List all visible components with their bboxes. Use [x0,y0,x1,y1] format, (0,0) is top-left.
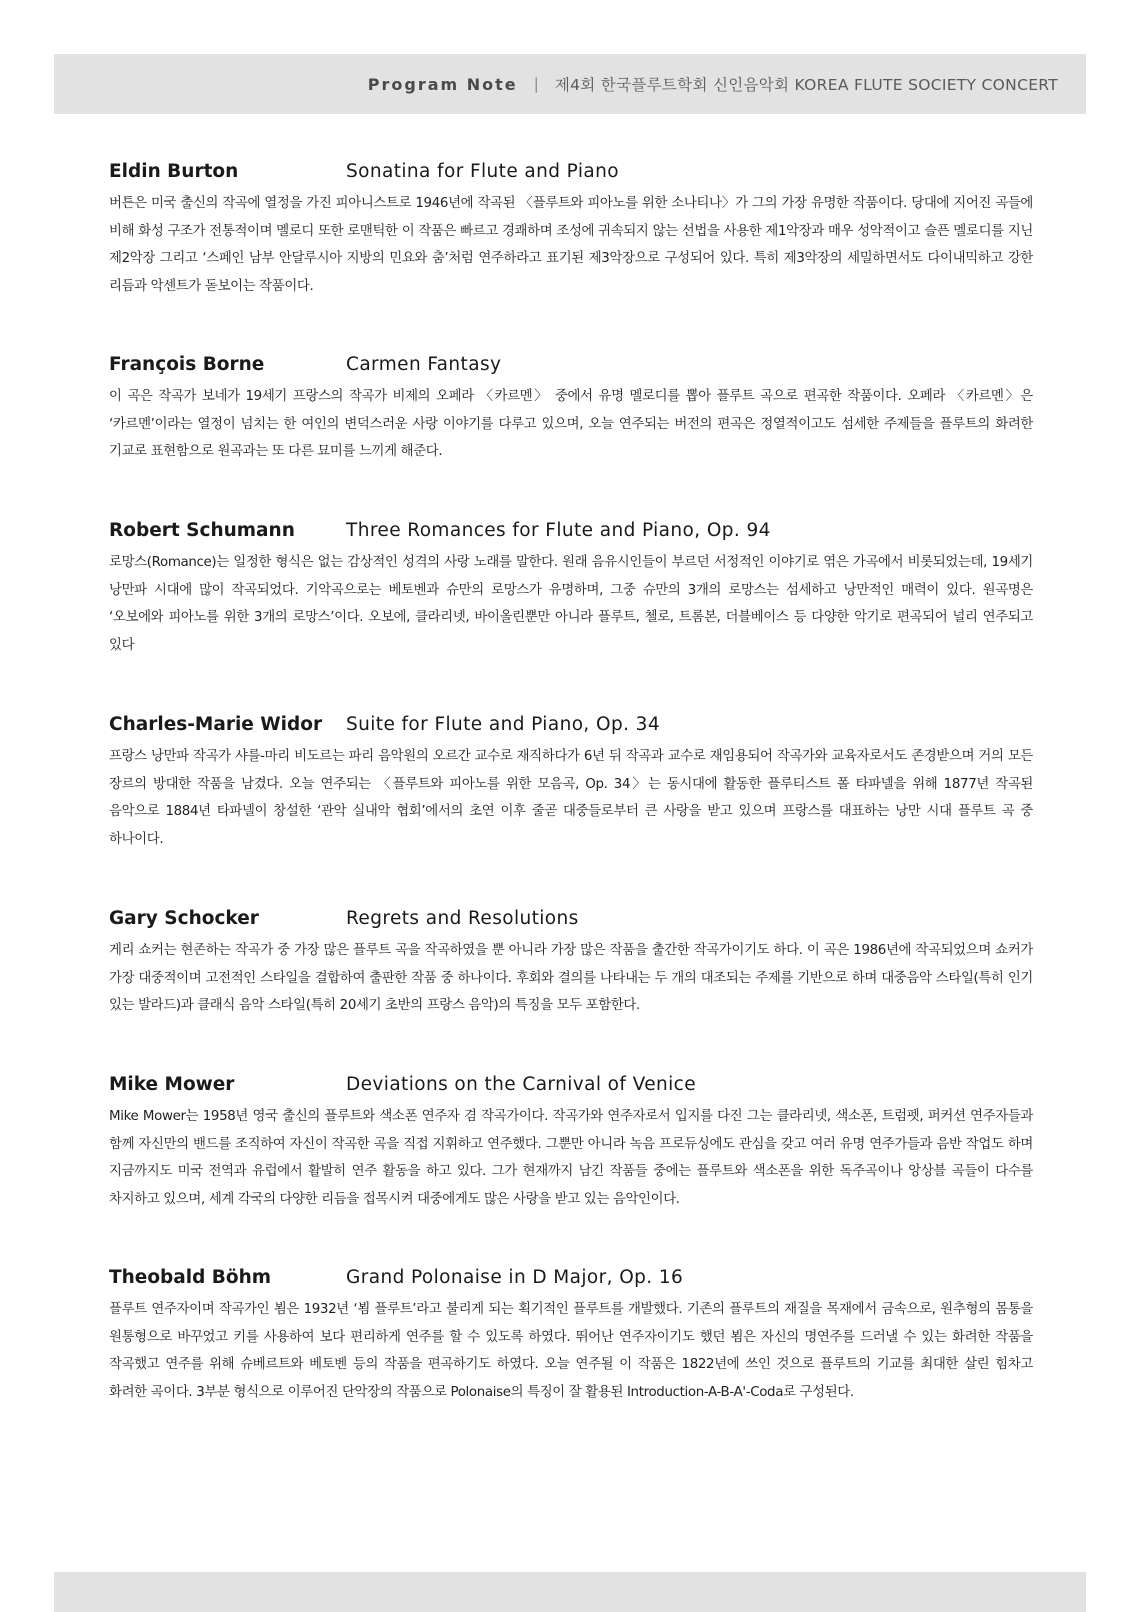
piece-title: Grand Polonaise in D Major, Op. 16 [346,1267,684,1288]
composer-name: Robert Schumann [109,520,295,541]
entry-description: 플루트 연주자이며 작곡가인 뵘은 1932년 ‘뵘 플루트’라고 불리게 되는 획기적인 플루트를 개발했다. 기존의 플루트의 재질을 목재에서 금속으로, 원추형의 몸통을 원통형으로 바꾸었고 키를 사용하여 보다 편리하게 연주를 할 수 있도록 하였다. 뛰어난 연주자이기도 했던 뵘은 자신의 명연주를 드러낼 수 있는 화려한 작품을 작곡했고 연주를 위해 슈베르트와 베토벤 등의 작품을 편곡하기도 하였다. 오늘 연주될 이 작품은 1822년에 쓰인 것으로 플루트의 기교를 최대한 살린 힘차고 화려한 곡이다. 3부분 형식으로 이루어진 단악장의 작품으로 Polonaise의 특징이 잘 활용된 Introduction-A-B-A'-Coda로 구성된다. [109,1302,1033,1400]
composer-name: Charles-Marie Widor [109,714,323,735]
entry-description: Mike Mower는 1958년 영국 출신의 플루트와 색소폰 연주자 겸 작곡가이다. 작곡가와 연주자로서 입지를 다진 그는 클라리넷, 색소폰, 트럼펫, 퍼커션 연주자들과 함께 자신만의 밴드를 조직하여 자신이 작곡한 곡을 직접 지휘하고 연주했다. 그뿐만 아니라 녹음 프로듀싱에도 관심을 갖고 여러 유명 연주가들과 음반 작업도 하며 지금까지도 미국 전역과 유럽에서 활발히 연주 활동을 하고 있다. 그가 현재까지 남긴 작품들 중에는 플루트와 색소폰을 위한 독주곡이나 앙상블 곡들이 다수를 차지하고 있으며, 세계 각국의 다양한 리듬을 접목시켜 대중에게도 많은 사랑을 받고 있는 음악인이다. [109,1109,1033,1207]
composer-name: Gary Schocker [109,908,259,929]
header-title: 제4회 한국플루트학회 신인음악회 KOREA FLUTE SOCIETY CONCERT [554,76,1058,94]
entry-description: 프랑스 낭만파 작곡가 샤를-마리 비도르는 파리 음악원의 오르간 교수로 재직하다가 6년 뒤 작곡과 교수로 재임용되어 작곡가와 교육자로서도 존경받으며 거의 모든 장르의 방대한 작품을 남겼다. 오늘 연주되는 〈플루트와 피아노를 위한 모음곡, Op. 34〉는 동시대에 활동한 플루티스트 폴 타파넬을 위해 1877년 작곡된 음악으로 1884년 타파넬이 창설한 ‘관악 실내악 협회’에서의 초연 이후 줄곧 대중들로부터 큰 사랑을 받고 있으며 프랑스를 대표하는 낭만 시대 플루트 곡 중 하나이다. [109,749,1033,847]
program-entry-burton [109,161,1033,300]
entry-heading [109,520,1033,548]
header-label: Program Note [367,74,518,94]
program-entry-borne [109,354,1033,466]
header-text [368,54,1058,114]
entry-description: 로망스(Romance)는 일정한 형식은 없는 감상적인 성격의 사랑 노래를 말한다. 원래 음유시인들이 부르던 서정적인 이야기로 엮은 가곡에서 비롯되었는데, 19세기 낭만파 시대에 많이 작곡되었다. 기악곡으로는 베토벤과 슈만의 로망스가 유명하며, 그중 슈만의 3개의 로망스는 섬세하고 낭만적인 매력이 있다. 원곡명은 ‘오보에와 피아노를 위한 3개의 로망스’이다. 오보에, 클라리넷, 바이올린뿐만 아니라 플루트, 첼로, 트롬본, 더블베이스 등 다양한 악기로 편곡되어 널리 연주되고 있다 [109,555,1033,653]
entry-heading [109,1074,1033,1102]
composer-name: Theobald Böhm [109,1267,272,1288]
entry-description: 버튼은 미국 출신의 작곡에 열정을 가진 피아니스트로 1946년에 작곡된 〈플루트와 피아노를 위한 소나티나〉가 그의 가장 유명한 작품이다. 당대에 지어진 곡들에 비해 화성 구조가 전통적이며 멜로디 또한 로맨틱한 이 작품은 빠르고 경쾌하며 조성에 귀속되지 않는 선법을 사용한 제1악장과 매우 성악적이고 슬픈 멜로디를 지닌 제2악장 그리고 ‘스페인 남부 안달루시아 지방의 민요와 춤’처럼 연주하라고 표기된 제3악장으로 구성되어 있다. 특히 제3악장의 세밀하면서도 다이내믹하고 강한 리듬과 악센트가 돋보이는 작품이다. [109,196,1033,294]
piece-title: Suite for Flute and Piano, Op. 34 [346,714,660,735]
entry-heading [109,1267,1033,1295]
footer-bar [54,1572,1086,1612]
piece-title: Carmen Fantasy [346,354,502,375]
program-entry-mower [109,1074,1033,1213]
piece-title: Three Romances for Flute and Piano, Op. 94 [346,520,771,541]
composer-name: François Borne [109,354,265,375]
piece-title: Regrets and Resolutions [346,908,579,929]
entry-description: 이 곡은 작곡가 보네가 19세기 프랑스의 작곡가 비제의 오페라 〈카르멘〉 중에서 유명 멜로디를 뽑아 플루트 곡으로 편곡한 작품이다. 오페라 〈카르멘〉은 ‘카르멘’이라는 열정이 넘치는 한 여인의 변덕스러운 사랑 이야기를 다루고 있으며, 오늘 연주되는 버전의 편곡은 정열적이고도 섬세한 주제들을 플루트의 화려한 기교로 표현함으로 원곡과는 또 다른 묘미를 느끼게 해준다. [109,389,1033,459]
piece-title: Deviations on the Carnival of Venice [346,1074,697,1095]
program-entry-bohm [109,1267,1033,1406]
header-separator: | [533,75,539,93]
header-bar [54,54,1086,114]
program-entry-schocker [109,908,1033,1020]
piece-title: Sonatina for Flute and Piano [346,161,619,182]
entry-description: 게리 쇼커는 현존하는 작곡가 중 가장 많은 플루트 곡을 작곡하였을 뿐 아니라 가장 많은 작품을 출간한 작곡가이기도 하다. 이 곡은 1986년에 작곡되었으며 쇼커가 가장 대중적이며 고전적인 스타일을 결합하여 출판한 작품 중 하나이다. 후회와 결의를 나타내는 두 개의 대조되는 주제를 기반으로 하며 대중음악 스타일(특히 인기 있는 발라드)과 클래식 음악 스타일(특히 20세기 초반의 프랑스 음악)의 특징을 모두 포함한다. [109,943,1033,1013]
program-entry-schumann [109,520,1033,659]
program-entry-widor [109,714,1033,853]
entry-heading [109,354,1033,382]
entry-heading [109,908,1033,936]
entry-heading [109,714,1033,742]
entry-heading [109,161,1033,189]
composer-name: Eldin Burton [109,161,239,182]
composer-name: Mike Mower [109,1074,235,1095]
